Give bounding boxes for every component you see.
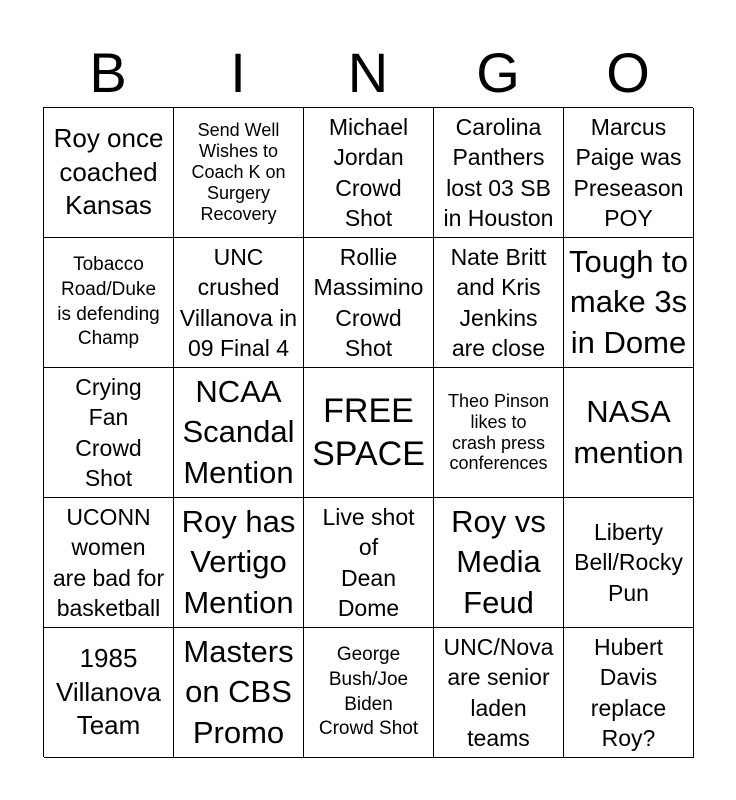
free-space-cell[interactable]: FREE SPACE — [304, 368, 434, 498]
bingo-cell[interactable]: 1985 Villanova Team — [44, 628, 174, 758]
bingo-cell[interactable]: UCONN women are bad for basketball — [44, 498, 174, 628]
bingo-cell[interactable]: Roy once coached Kansas — [44, 108, 174, 238]
bingo-cell[interactable]: Rollie Massimino Crowd Shot — [304, 238, 434, 368]
bingo-cell[interactable]: UNC crushed Villanova in 09 Final 4 — [174, 238, 304, 368]
bingo-cell[interactable]: Liberty Bell/Rocky Pun — [564, 498, 694, 628]
bingo-cell[interactable]: Carolina Panthers lost 03 SB in Houston — [434, 108, 564, 238]
bingo-cell[interactable]: NASA mention — [564, 368, 694, 498]
bingo-cell[interactable]: Tobacco Road/Duke is defending Champ — [44, 238, 174, 368]
bingo-cell[interactable]: Michael Jordan Crowd Shot — [304, 108, 434, 238]
bingo-cell[interactable]: Roy has Vertigo Mention — [174, 498, 304, 628]
header-letter-i: I — [230, 41, 246, 104]
bingo-cell[interactable]: Masters on CBS Promo — [174, 628, 304, 758]
header-letter-n: N — [347, 41, 389, 104]
bingo-cell[interactable]: George Bush/Joe Biden Crowd Shot — [304, 628, 434, 758]
bingo-cell[interactable]: NCAA Scandal Mention — [174, 368, 304, 498]
bingo-cell[interactable]: Send Well Wishes to Coach K on Surgery Recovery — [174, 108, 304, 238]
bingo-cell[interactable]: Live shot of Dean Dome — [304, 498, 434, 628]
bingo-cell[interactable]: UNC/Nova are senior laden teams — [434, 628, 564, 758]
bingo-header — [43, 40, 693, 106]
header-letter-o: O — [606, 41, 650, 104]
bingo-cell[interactable]: Roy vs Media Feud — [434, 498, 564, 628]
bingo-cell[interactable]: Marcus Paige was Preseason POY — [564, 108, 694, 238]
header-letter-g: G — [476, 41, 520, 104]
bingo-cell[interactable]: Hubert Davis replace Roy? — [564, 628, 694, 758]
bingo-cell[interactable]: Crying Fan Crowd Shot — [44, 368, 174, 498]
bingo-cell[interactable]: Theo Pinson likes to crash press conferences — [434, 368, 564, 498]
bingo-grid — [43, 107, 693, 757]
header-letter-b: B — [89, 41, 127, 104]
bingo-cell[interactable]: Nate Britt and Kris Jenkins are close — [434, 238, 564, 368]
bingo-cell[interactable]: Tough to make 3s in Dome — [564, 238, 694, 368]
